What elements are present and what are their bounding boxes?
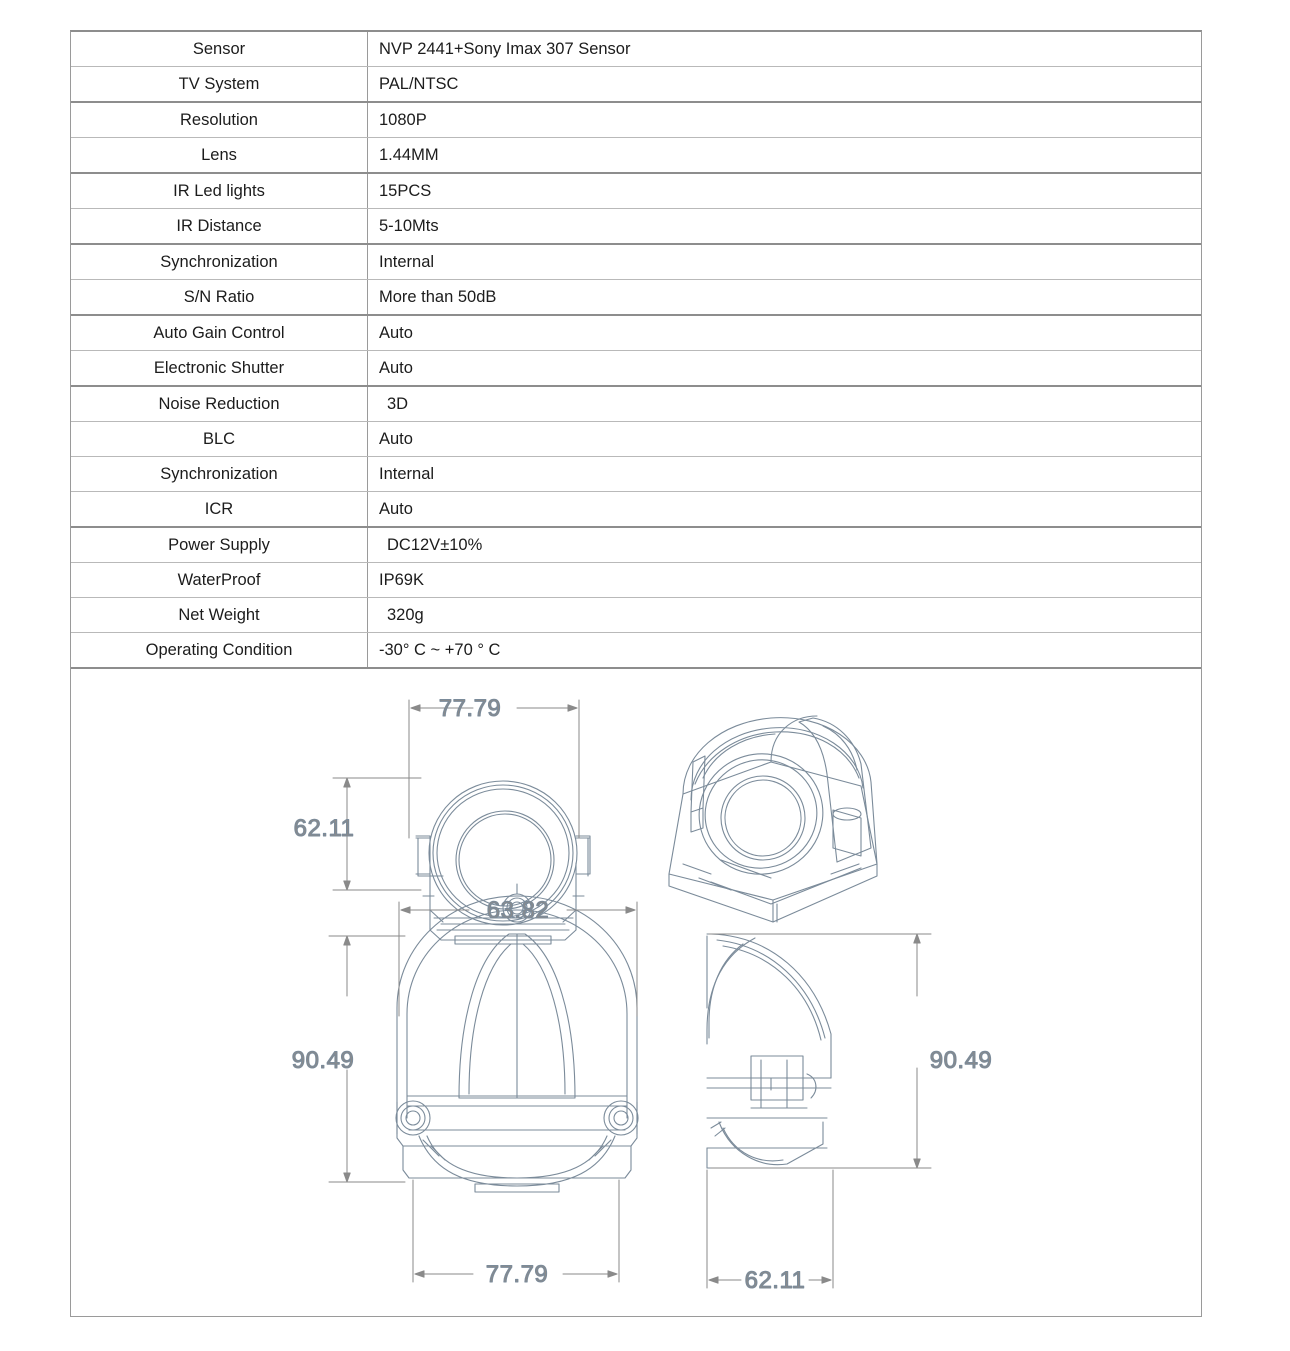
table-row — [71, 173, 1201, 209]
spec-key-cell: ICR — [71, 492, 368, 528]
table-row — [71, 32, 1201, 67]
spec-key-cell: Auto Gain Control — [71, 315, 368, 351]
table-row — [71, 138, 1201, 174]
technical-drawing-area — [71, 678, 1201, 1316]
table-row — [71, 280, 1201, 316]
dim-label-top-width: 77.79 — [438, 695, 502, 722]
table-row — [71, 209, 1201, 245]
spec-value-cell: Auto — [368, 492, 1202, 528]
table-row — [71, 598, 1201, 633]
side-view-geometry — [707, 934, 831, 1168]
spec-key-cell: Noise Reduction — [71, 386, 368, 422]
spec-key-cell: Synchronization — [71, 244, 368, 280]
spec-sheet — [70, 30, 1202, 1317]
dim-label-front-outer-width: 77.79 — [485, 1261, 549, 1288]
spec-key-cell: WaterProof — [71, 563, 368, 598]
table-row — [71, 633, 1201, 669]
spec-key-cell: Resolution — [71, 102, 368, 138]
dim-label-side-width: 62.11 — [744, 1267, 806, 1294]
spec-value-cell: 1080P — [368, 102, 1202, 138]
spec-value-cell: 5-10Mts — [368, 209, 1202, 245]
dim-label-front-inner-width: 63.82 — [486, 897, 550, 924]
specification-table — [71, 32, 1201, 669]
spec-value-cell: 3D — [368, 386, 1202, 422]
table-row — [71, 67, 1201, 103]
spec-value-cell: Internal — [368, 244, 1202, 280]
table-row — [71, 102, 1201, 138]
spec-value-cell: 320g — [368, 598, 1202, 633]
table-row — [71, 457, 1201, 492]
spec-value-cell: Auto — [368, 351, 1202, 387]
spec-key-cell: Electronic Shutter — [71, 351, 368, 387]
spec-value-cell: 1.44MM — [368, 138, 1202, 174]
spec-key-cell: IR Led lights — [71, 173, 368, 209]
spec-value-cell: PAL/NTSC — [368, 67, 1202, 103]
spec-value-cell: -30° C ~ +70 ° C — [368, 633, 1202, 669]
spec-key-cell: Sensor — [71, 32, 368, 67]
spec-key-cell: IR Distance — [71, 209, 368, 245]
dim-label-front-height: 90.49 — [291, 1047, 355, 1074]
spec-key-cell: Net Weight — [71, 598, 368, 633]
table-row — [71, 563, 1201, 598]
dim-label-side-height: 90.49 — [929, 1047, 993, 1074]
spec-key-cell: Synchronization — [71, 457, 368, 492]
spec-value-cell: NVP 2441+Sony Imax 307 Sensor — [368, 32, 1202, 67]
spec-value-cell: Auto — [368, 315, 1202, 351]
table-row — [71, 527, 1201, 563]
dim-side-height — [709, 934, 931, 1168]
dim-label-top-height: 62.11 — [293, 815, 355, 842]
spec-key-cell: BLC — [71, 422, 368, 457]
spec-value-cell: 15PCS — [368, 173, 1202, 209]
spec-key-cell: Power Supply — [71, 527, 368, 563]
table-row — [71, 315, 1201, 351]
table-row — [71, 244, 1201, 280]
spec-value-cell: Internal — [368, 457, 1202, 492]
table-row — [71, 422, 1201, 457]
spec-value-cell: DC12V±10% — [368, 527, 1202, 563]
spec-key-cell: S/N Ratio — [71, 280, 368, 316]
spec-key-cell: Lens — [71, 138, 368, 174]
table-row — [71, 351, 1201, 387]
spec-key-cell: TV System — [71, 67, 368, 103]
table-row — [71, 492, 1201, 528]
spec-value-cell: Auto — [368, 422, 1202, 457]
spec-value-cell: More than 50dB — [368, 280, 1202, 316]
table-row — [71, 386, 1201, 422]
spec-value-cell: IP69K — [368, 563, 1202, 598]
spec-key-cell: Operating Condition — [71, 633, 368, 669]
